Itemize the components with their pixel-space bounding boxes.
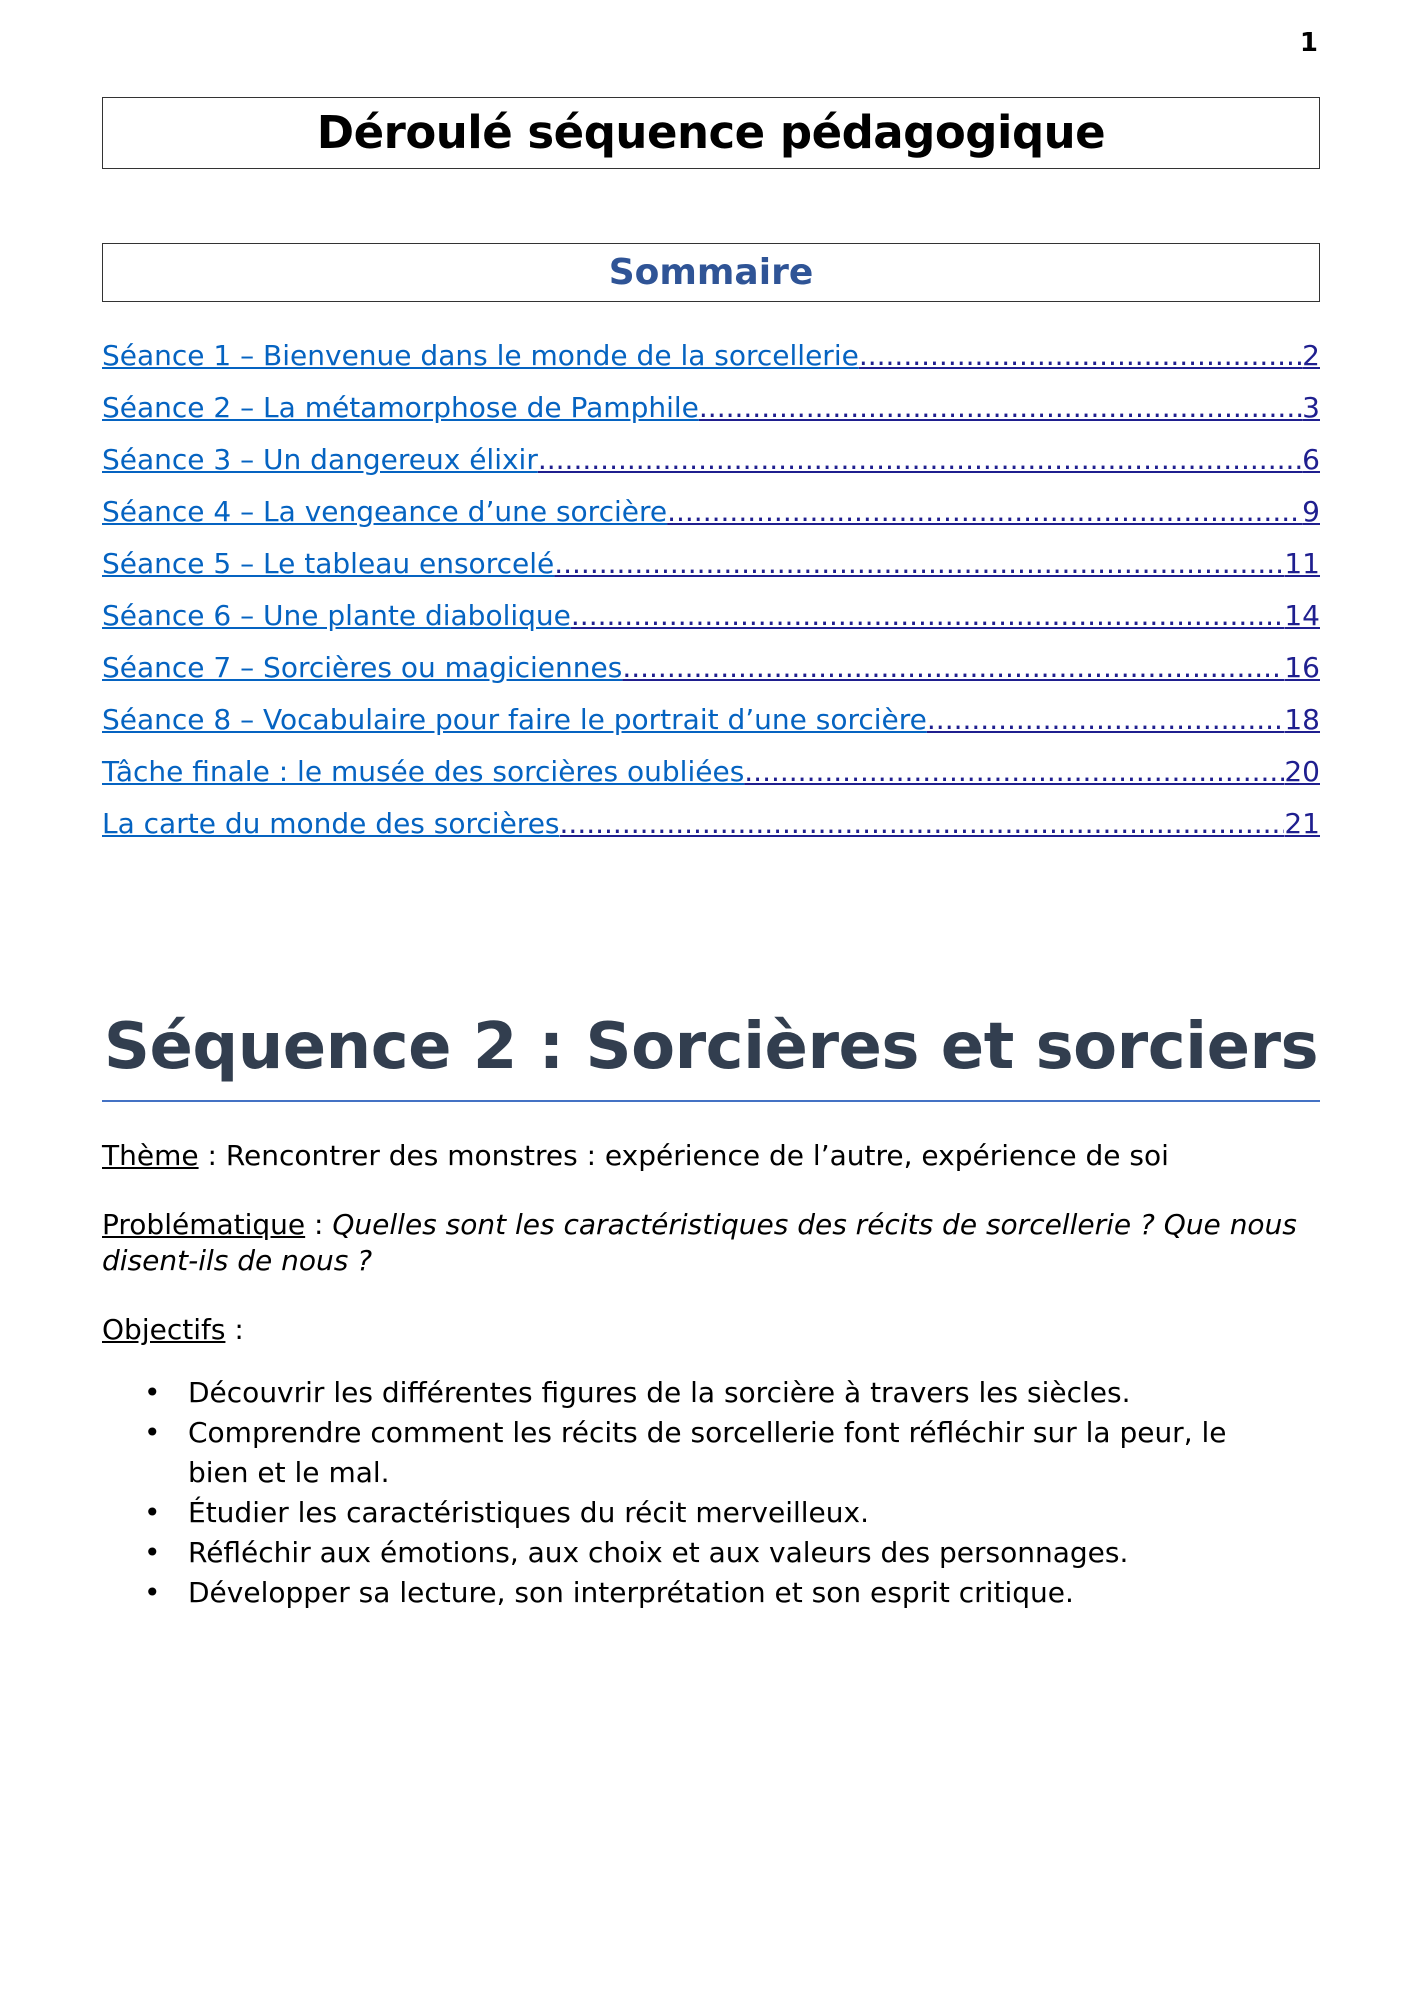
toc-entry-label[interactable]: Séance 5 – Le tableau ensorcelé	[102, 547, 555, 580]
objectives-label: Objectifs	[102, 1313, 226, 1346]
objective-item	[102, 1413, 1262, 1493]
objective-item	[102, 1573, 1262, 1613]
sequence-title: Séquence 2 : Sorcières et sorciers	[103, 1010, 1319, 1084]
problem-separator: :	[305, 1208, 333, 1241]
toc-entry-page[interactable]: 14	[1284, 599, 1320, 632]
toc-entry-page[interactable]: 11	[1284, 547, 1320, 580]
page-number: 1	[1299, 28, 1318, 58]
toc-entry-page[interactable]: 21	[1284, 807, 1320, 840]
toc-entry[interactable]	[102, 596, 1320, 648]
toc-entry-page[interactable]: 20	[1284, 755, 1320, 788]
toc-entry[interactable]	[102, 492, 1320, 544]
document-title: Déroulé séquence pédagogique	[102, 97, 1320, 169]
objectives-separator: :	[225, 1313, 244, 1346]
toc-entry[interactable]	[102, 336, 1320, 388]
toc-entry-page[interactable]: 2	[1302, 339, 1320, 372]
toc-entry[interactable]	[102, 440, 1320, 492]
objective-text: Comprendre comment les récits de sorcellerie font réfléchir sur la peur, le bien et le mal.	[188, 1416, 1227, 1489]
toc-leader-dots	[699, 388, 1302, 428]
toc-leader-dots	[622, 648, 1284, 688]
title-underline-rule	[102, 1100, 1320, 1102]
bullet-icon: •	[144, 1416, 161, 1449]
toc-entry-page[interactable]: 16	[1284, 651, 1320, 684]
toc-entry-label[interactable]: Séance 1 – Bienvenue dans le monde de la sorcellerie	[102, 339, 859, 372]
theme-value: Rencontrer des monstres : expérience de l’autre, expérience de soi	[225, 1139, 1169, 1172]
toc-entry-label[interactable]: Séance 8 – Vocabulaire pour faire le portrait d’une sorcière	[102, 703, 927, 736]
toc-leader-dots	[538, 440, 1302, 480]
bullet-icon: •	[144, 1536, 161, 1569]
toc-entry-label[interactable]: Tâche finale : le musée des sorcières oubliées	[102, 755, 745, 788]
bullet-icon: •	[144, 1376, 161, 1409]
theme-separator: :	[198, 1139, 226, 1172]
toc-entry[interactable]	[102, 700, 1320, 752]
toc-entry-page[interactable]: 3	[1302, 391, 1320, 424]
toc-entry[interactable]	[102, 544, 1320, 596]
toc-entry[interactable]	[102, 752, 1320, 804]
toc-entry-page[interactable]: 9	[1302, 495, 1320, 528]
objectives-list	[102, 1373, 1262, 1613]
toc-leader-dots	[560, 804, 1285, 844]
toc-leader-dots	[927, 700, 1284, 740]
toc-leader-dots	[744, 752, 1284, 792]
bullet-icon: •	[144, 1496, 161, 1529]
toc-entry-page[interactable]: 18	[1284, 703, 1320, 736]
problem-label: Problématique	[102, 1208, 306, 1241]
objectives-heading	[102, 1312, 1320, 1348]
objective-item	[102, 1533, 1262, 1573]
toc-entry-label[interactable]: Séance 3 – Un dangereux élixir	[102, 443, 538, 476]
objective-text: Découvrir les différentes figures de la sorcière à travers les siècles.	[188, 1376, 1131, 1409]
toc-leader-dots	[554, 544, 1284, 584]
objective-item	[102, 1373, 1262, 1413]
problem-line	[102, 1207, 1320, 1279]
objective-text: Étudier les caractéristiques du récit merveilleux.	[188, 1496, 869, 1529]
toc-entry-label[interactable]: La carte du monde des sorcières	[102, 807, 560, 840]
objective-item	[102, 1493, 1262, 1533]
toc-entry[interactable]	[102, 648, 1320, 700]
toc-entry-label[interactable]: Séance 4 – La vengeance d’une sorcière	[102, 495, 668, 528]
problem-value: Quelles sont les caractéristiques des récits de sorcellerie ? Que nous disent-ils de nous ?	[102, 1208, 1297, 1277]
toc-entry[interactable]	[102, 804, 1320, 856]
theme-line	[102, 1138, 1320, 1174]
bullet-icon: •	[144, 1576, 161, 1609]
toc-entry-label[interactable]: Séance 7 – Sorcières ou magiciennes	[102, 651, 623, 684]
table-of-contents	[102, 336, 1320, 856]
objective-text: Réfléchir aux émotions, aux choix et aux valeurs des personnages.	[188, 1536, 1129, 1569]
toc-entry-label[interactable]: Séance 2 – La métamorphose de Pamphile	[102, 391, 699, 424]
toc-entry-label[interactable]: Séance 6 – Une plante diabolique	[102, 599, 571, 632]
toc-title: Sommaire	[102, 243, 1320, 302]
toc-leader-dots	[571, 596, 1284, 636]
toc-leader-dots	[859, 336, 1302, 376]
toc-entry[interactable]	[102, 388, 1320, 440]
theme-label: Thème	[102, 1139, 199, 1172]
toc-leader-dots	[667, 492, 1302, 532]
toc-entry-page[interactable]: 6	[1302, 443, 1320, 476]
objective-text: Développer sa lecture, son interprétation et son esprit critique.	[188, 1576, 1074, 1609]
